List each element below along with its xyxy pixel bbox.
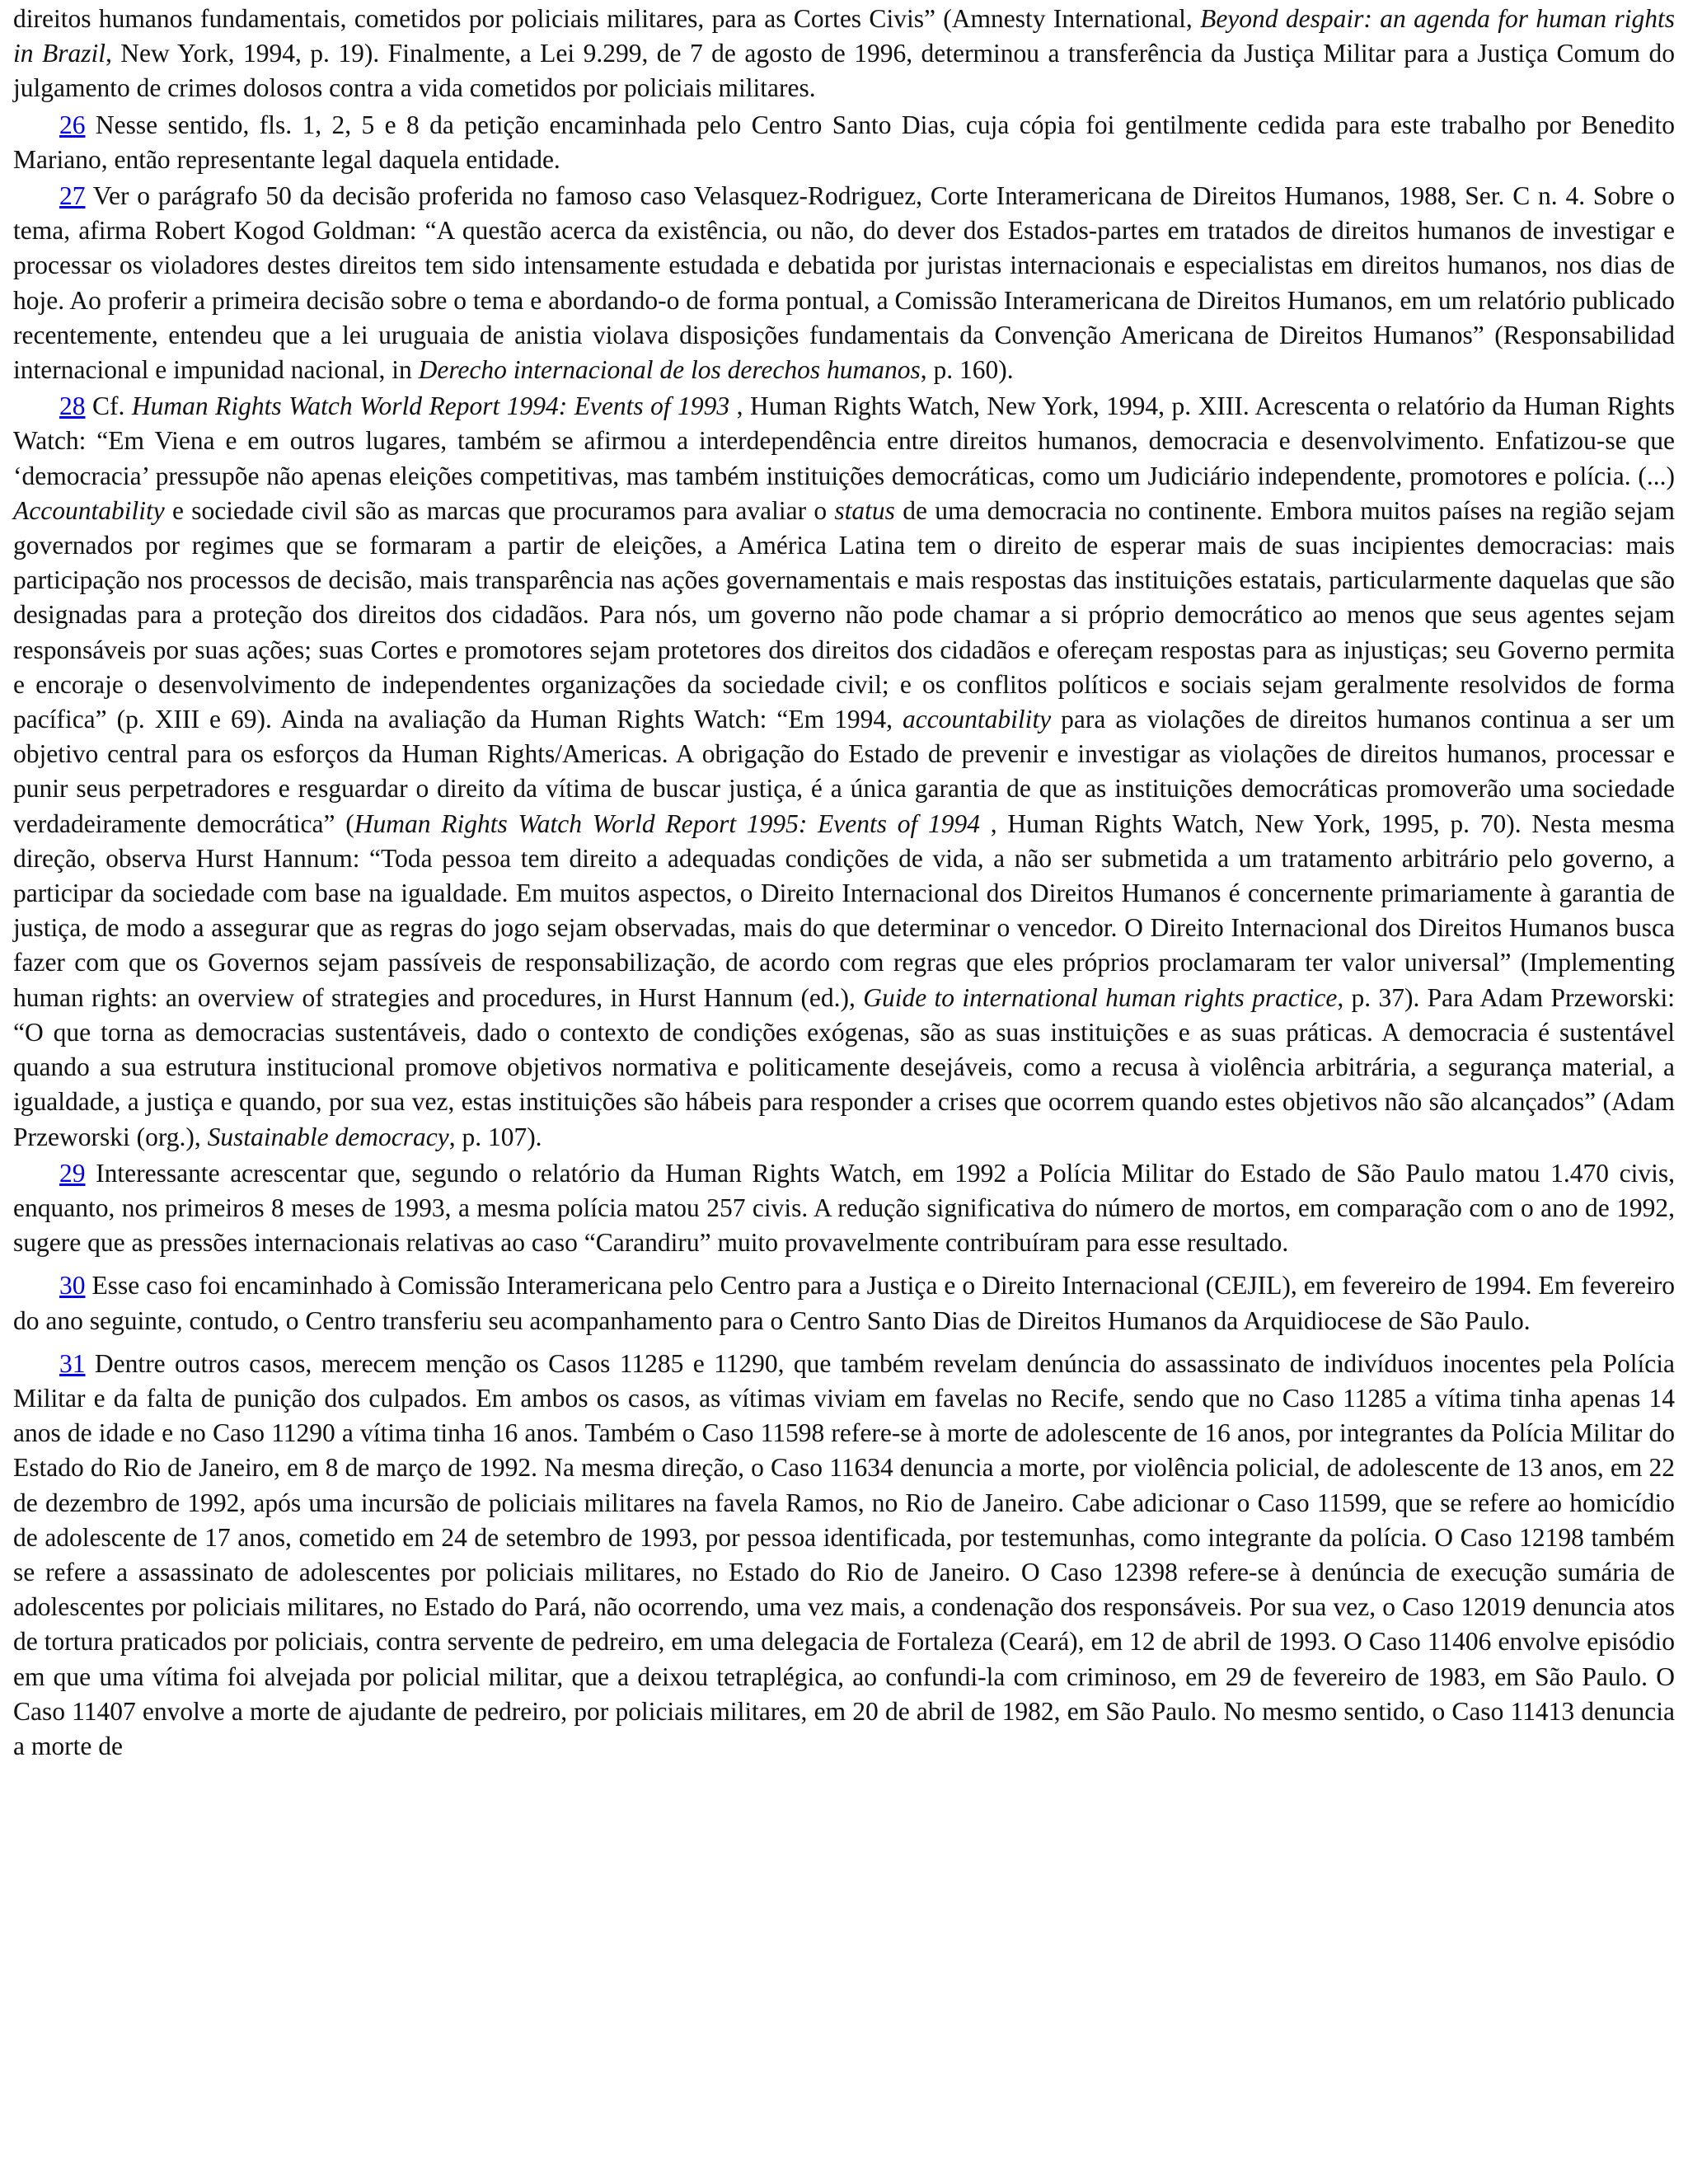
footnote-text-28 <box>13 391 1675 1151</box>
italic-text-run: Sustainable democracy <box>207 1122 449 1151</box>
text-run: , p. 37). Para Adam Przeworski: “O que torna as democracias sustentáveis, dado o contexto de condições exógenas, são as suas instituições e as suas práticas. A democracia é sustentável quando a sua estrutura institucional promove objetivos normativa e politicamente desejáveis, como a recusa à violência arbitrária, a segurança material, a igualdade, a justiça e quando, por sua vez, estas instituições são hábeis para responder a crises que ocorrem quando estes objetivos não são alcançados” (Adam Przeworski (org.), <box>13 982 1675 1151</box>
footnote-link-30[interactable]: 30 <box>59 1271 86 1301</box>
text-run: Nesse sentido, fls. 1, 2, 5 e 8 da petição encaminhada pelo Centro Santo Dias, cuja cópia foi gentilmente cedida para este trabalho por Benedito Mariano, então representante legal daquela entidade. <box>13 110 1675 174</box>
footnote-text-27 <box>13 181 1675 384</box>
text-run: , p. 107). <box>448 1122 542 1151</box>
footnote-link-31[interactable]: 31 <box>59 1348 86 1378</box>
italic-text-run: status <box>834 495 895 525</box>
text-run: Cf. <box>85 391 132 421</box>
footnote-28 <box>13 389 1675 1154</box>
text-run: direitos humanos fundamentais, cometidos por policiais militares, para as Cortes Civis” (Amnesty International, <box>13 4 1201 33</box>
continuation-paragraph <box>13 2 1675 106</box>
text-run: e sociedade civil são as marcas que procuramos para avaliar o <box>164 495 835 525</box>
italic-text-run: Human Rights Watch World Report 1994: Events of 1993 <box>131 391 730 421</box>
text-run: de uma democracia no continente. Embora muitos países na região sejam governados por regimes que se formaram a partir de eleições, a América Latina tem o direito de esperar mais de suas incipientes democracias: mais participação nos processos de decisão, mais transparência nas ações governamentais e mais respostas das instituições estatais, particularmente daquelas que são designadas para a proteção dos direitos dos cidadãos. Para nós, um governo não pode chamar a si próprio democrático ao menos que seus agentes sejam responsáveis por suas ações; suas Cortes e promotores sejam protetores dos direitos dos cidadãos e ofereçam respostas para as injustiças; seu Governo permita e encoraje o desenvolvimento de independentes organizações da sociedade civil; e os conflitos políticos e sociais sejam geralmente resolvidos de forma pacífica” (p. XIII e 69). Ainda na avaliação da Human Rights Watch: “Em 1994, <box>13 495 1675 734</box>
text-run: , p. 160). <box>920 355 1014 385</box>
footnote-text-29 <box>13 1159 1675 1257</box>
footnote-26 <box>13 108 1675 177</box>
italic-text-run: Guide to international human rights practice <box>863 982 1338 1012</box>
italic-text-run: Accountability <box>13 495 165 525</box>
text-run: Interessante acrescentar que, segundo o relatório da Human Rights Watch, em 1992 a Polícia Militar do Estado de São Paulo matou 1.470 civis, enquanto, nos primeiros 8 meses de 1993, a mesma polícia matou 257 civis. A redução significativa do número de mortos, em comparação com o ano de 1992, sugere que as pressões internacionais relativas ao caso “Carandiru” muito provavelmente contribuíram para esse resultado. <box>13 1158 1675 1258</box>
footnote-link-28[interactable]: 28 <box>59 391 86 421</box>
italic-text-run: Derecho internacional de los derechos humanos <box>418 355 921 385</box>
text-run: Esse caso foi encaminhado à Comissão Interamericana pelo Centro para a Justiça e o Direito Internacional (CEJIL), em fevereiro de 1994. Em fevereiro do ano seguinte, contudo, o Centro transferiu seu acompanhamento para o Centro Santo Dias de Direitos Humanos da Arquidiocese de São Paulo. <box>13 1271 1675 1335</box>
footnote-text-31 <box>13 1349 1675 1760</box>
footnote-31 <box>13 1347 1675 1764</box>
text-run: Dentre outros casos, merecem menção os Casos 11285 e 11290, que também revelam denúncia do assassinato de indivíduos inocentes pela Polícia Militar e da falta de punição dos culpados. Em ambos os casos, as vítimas viviam em favelas no Recife, sendo que no Caso 11285 a vítima tinha apenas 14 anos de idade e no Caso 11290 a vítima tinha 16 anos. Também o Caso 11598 refere-se à morte de adolescente de 16 anos, por integrantes da Polícia Militar do Estado do Rio de Janeiro, em 8 de março de 1992. Na mesma direção, o Caso 11634 denuncia a morte, por violência policial, de adolescente de 13 anos, em 22 de dezembro de 1992, após uma incursão de policiais militares na favela Ramos, no Rio de Janeiro. Cabe adicionar o Caso 11599, que se refere ao homicídio de adolescente de 17 anos, cometido em 24 de setembro de 1993, por pessoa identificada, por testemunhas, como integrante da polícia. O Caso 12198 também se refere a assassinato de adolescentes por policiais militares, no Estado do Rio de Janeiro. O Caso 12398 refere-se à denúncia de execução sumária de adolescentes por policiais militares, no Estado do Pará, não ocorrendo, uma vez mais, a condenação dos responsáveis. Por sua vez, o Caso 12019 denuncia atos de tortura praticados por policiais, contra servente de pedreiro, em uma delegacia de Fortaleza (Ceará), em 12 de abril de 1993. O Caso 11406 envolve episódio em que uma vítima foi alvejada por policial militar, que a deixou tetraplégica, ao confundi-la com criminoso, em 29 de fevereiro de 1983, em São Paulo. O Caso 11407 envolve a morte de ajudante de pedreiro, por policiais militares, em 20 de abril de 1982, em São Paulo. No mesmo sentido, o Caso 11413 denuncia a morte de <box>13 1348 1675 1760</box>
footnote-30 <box>13 1268 1675 1338</box>
text-run: para as violações de direitos humanos continua a ser um objetivo central para os esforços da Human Rights/Americas. A obrigação do Estado de prevenir e investigar as violações de direitos humanos, processar e punir seus perpetradores e resguardar o direito da vítima de buscar justiça, é a única garantia de que as instituições democráticas promoverão uma sociedade verdadeiramente democrática” ( <box>13 705 1675 838</box>
text-run: , New York, 1994, p. 19). Finalmente, a Lei 9.299, de 7 de agosto de 1996, determinou a transferência da Justiça Militar para a Justiça Comum do julgamento de crimes dolosos contra a vida cometidos por policiais militares. <box>13 39 1675 103</box>
italic-text-run: Human Rights Watch World Report 1995: Events of 1994 <box>354 808 980 838</box>
italic-text-run: Beyond despair: an agenda for human rights in Brazil <box>13 4 1675 68</box>
footnote-text-26 <box>13 110 1675 174</box>
footnote-link-26[interactable]: 26 <box>59 110 86 139</box>
text-run: , Human Rights Watch, New York, 1995, p. 70). Nesta mesma direção, observa Hurst Hannum: “Toda pessoa tem direito a adequadas condições de vida, a não ser submetida a um tratamento arbitrário pelo governo, a participar da sociedade com base na igualdade. Em muitos aspectos, o Direito Internacional dos Direitos Humanos é concernente primariamente à garantia de justiça, de modo a assegurar que as regras do jogo sejam observadas, mais do que determinar o vencedor. O Direito Internacional dos Direitos Humanos busca fazer com que os Governos sejam passíveis de responsabilização, de acordo com regras que eles próprios proclamaram ter valor universal” (Implementing human rights: an overview of strategies and procedures, in Hurst Hannum (ed.), <box>13 808 1675 1012</box>
footnote-29 <box>13 1156 1675 1261</box>
footnote-link-27[interactable]: 27 <box>59 181 86 211</box>
footnote-text-30 <box>13 1271 1675 1334</box>
footnote-link-29[interactable]: 29 <box>59 1158 86 1188</box>
text-run: , Human Rights Watch, New York, 1994, p. XIII. Acrescenta o relatório da Human Rights Watch: “Em Viena e em outros lugares, também se afirmou a interdependência entre direitos humanos, democracia e desenvolvimento. Enfatizou-se que ‘democracia’ pressupõe não apenas eleições competitivas, mas também instituições democráticas, como um Judiciário independente, promotores e polícia. (...) <box>13 391 1676 490</box>
italic-text-run: accountability <box>902 705 1052 734</box>
text-run: Ver o parágrafo 50 da decisão proferida no famoso caso Velasquez-Rodriguez, Corte Interamericana de Direitos Humanos, 1988, Ser. C n. 4. Sobre o tema, afirma Robert Kogod Goldman: “A questão acerca da existência, ou não, do dever dos Estados-partes em tratados de direitos humanos de investigar e processar os violadores destes direitos tem sido intensamente estudada e debatida por juristas internacionais e especialistas em direitos humanos, nos dias de hoje. Ao proferir a primeira decisão sobre o tema e abordando-o de forma pontual, a Comissão Interamericana de Direitos Humanos, em um relatório publicado recentemente, entendeu que a lei uruguaia de anistia violava disposições fundamentais da Convenção Americana de Direitos Humanos” (Responsabilidad internacional e impunidad nacional, in <box>13 181 1675 385</box>
footnote-27 <box>13 179 1675 387</box>
